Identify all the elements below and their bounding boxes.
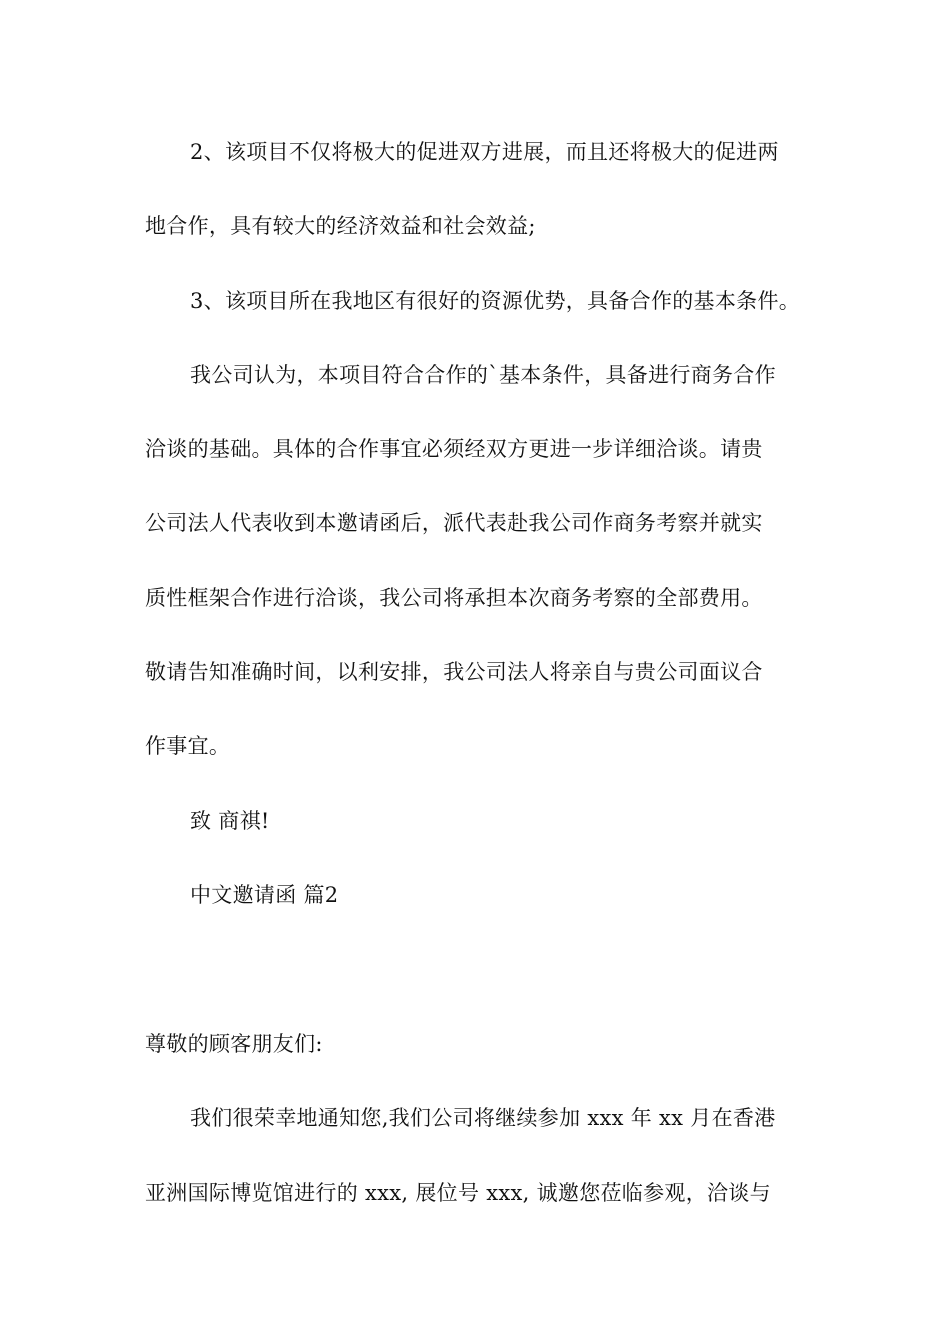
paragraph-invite-line-1: 我们很荣幸地通知您,我们公司将继续参加 xxx 年 xx 月在香港	[190, 1106, 776, 1130]
section-title: 中文邀请函 篇2	[190, 883, 339, 907]
paragraph-opinion-line-3: 公司法人代表收到本邀请函后，派代表赴我公司作商务考察并就实	[145, 511, 763, 535]
paragraph-item-2-line-1: 2、该项目不仅将极大的促进双方进展，而且还将极大的促进两	[190, 140, 779, 164]
paragraph-item-2-line-2: 地合作，具有较大的经济效益和社会效益;	[145, 214, 536, 238]
paragraph-invite-line-2: 亚洲国际博览馆进行的 xxx, 展位号 xxx, 诚邀您莅临参观，洽谈与	[145, 1181, 771, 1205]
closing-salutation: 致 商祺!	[190, 809, 270, 833]
paragraph-opinion-line-4: 质性框架合作进行洽谈，我公司将承担本次商务考察的全部费用。	[145, 586, 763, 610]
paragraph-opinion-line-6: 作事宜。	[145, 734, 231, 758]
paragraph-opinion-line-5: 敬请告知准确时间，以利安排，我公司法人将亲自与贵公司面议合	[145, 660, 763, 684]
paragraph-opinion-line-1: 我公司认为，本项目符合合作的`基本条件，具备进行商务合作	[190, 363, 776, 387]
letter-greeting: 尊敬的顾客朋友们:	[145, 1032, 323, 1056]
paragraph-item-3: 3、该项目所在我地区有很好的资源优势，具备合作的基本条件。	[190, 289, 801, 313]
paragraph-opinion-line-2: 洽谈的基础。具体的合作事宜必须经双方更进一步详细洽谈。请贵	[145, 437, 763, 461]
